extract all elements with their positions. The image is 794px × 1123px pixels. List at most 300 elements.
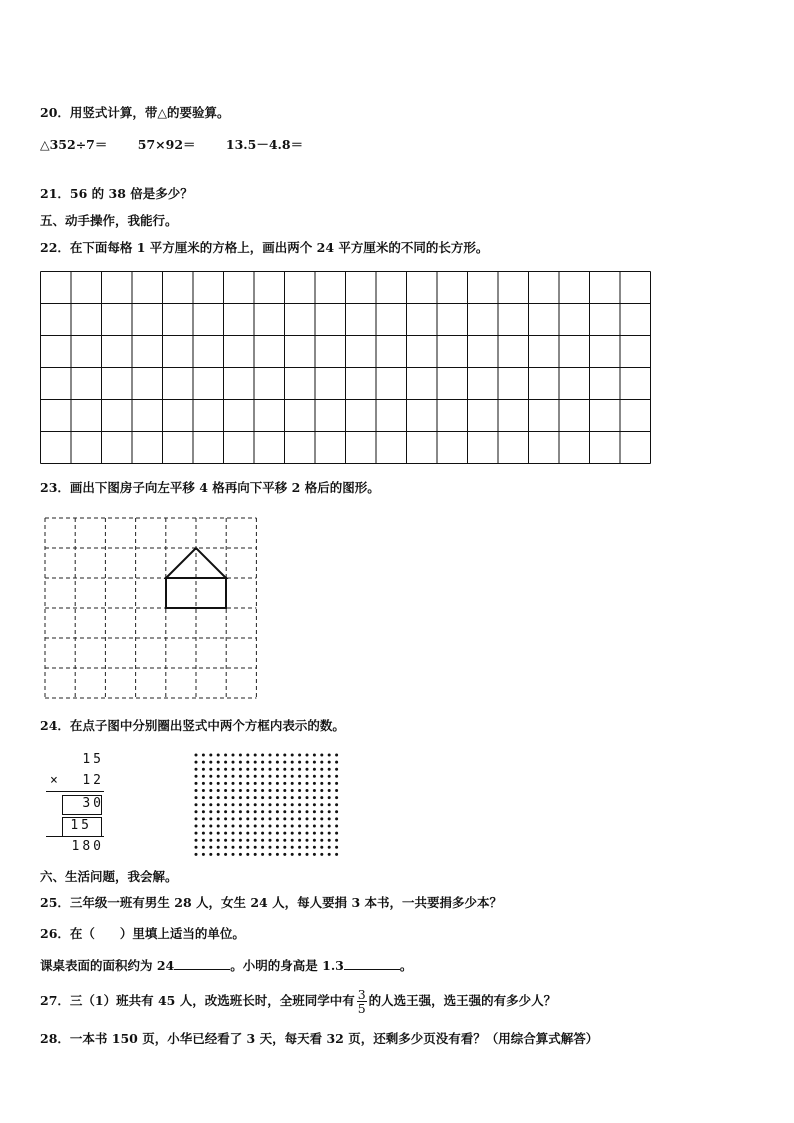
- dot: [269, 832, 272, 835]
- dot: [239, 796, 242, 799]
- dot: [246, 782, 249, 785]
- dot: [283, 817, 286, 820]
- dot: [202, 817, 205, 820]
- dot: [217, 782, 220, 785]
- rule-line-2: [46, 836, 104, 837]
- dot: [335, 803, 338, 806]
- dot: [320, 846, 323, 849]
- dot: [195, 817, 198, 820]
- dot: [239, 768, 242, 771]
- dot: [269, 846, 272, 849]
- dot: [313, 789, 316, 792]
- dot: [246, 789, 249, 792]
- dot: [328, 846, 331, 849]
- dot: [224, 754, 227, 757]
- dot: [276, 796, 279, 799]
- q22-title: 22．在下面每格 1 平方厘米的方格上，画出两个 24 平方厘米的不同的长方形。: [40, 240, 489, 255]
- dot: [269, 853, 272, 856]
- dot: [306, 853, 309, 856]
- dot: [306, 825, 309, 828]
- dot: [202, 754, 205, 757]
- dot: [224, 761, 227, 764]
- dot: [202, 761, 205, 764]
- q26-part2-suffix: 。: [399, 958, 413, 973]
- dot: [224, 796, 227, 799]
- dot: [217, 846, 220, 849]
- dot: [298, 817, 301, 820]
- dot: [209, 839, 212, 842]
- dot: [283, 846, 286, 849]
- dot: [224, 825, 227, 828]
- dashed-grid-q23: [44, 517, 259, 700]
- product-result: 180: [71, 839, 104, 854]
- dot: [276, 782, 279, 785]
- dot: [239, 810, 242, 813]
- dot: [269, 789, 272, 792]
- dot: [195, 775, 198, 778]
- dot: [306, 832, 309, 835]
- dot: [254, 789, 257, 792]
- q26-part1-prefix: 课桌表面的面积约为 24: [40, 958, 175, 973]
- dot: [209, 754, 212, 757]
- dot: [328, 768, 331, 771]
- dot: [224, 768, 227, 771]
- dot: [335, 810, 338, 813]
- dot: [298, 789, 301, 792]
- dot: [291, 768, 294, 771]
- dot: [232, 839, 235, 842]
- dot: [269, 796, 272, 799]
- dot: [269, 754, 272, 757]
- q26-title: 26．在（ ）里填上适当的单位。: [40, 926, 245, 941]
- dot: [195, 825, 198, 828]
- section5-title: 五、动手操作，我能行。: [40, 213, 178, 228]
- dot: [195, 761, 198, 764]
- dot: [217, 853, 220, 856]
- dot: [195, 782, 198, 785]
- dot: [320, 817, 323, 820]
- dot: [283, 825, 286, 828]
- dot: [195, 803, 198, 806]
- dot: [298, 768, 301, 771]
- dot: [239, 817, 242, 820]
- dot: [298, 803, 301, 806]
- dot: [291, 846, 294, 849]
- dot: [217, 789, 220, 792]
- dot: [246, 775, 249, 778]
- q25-title: 25．三年级一班有男生 28 人，女生 24 人，每人要捐 3 本书，一共要捐多少本？: [40, 895, 502, 910]
- dot: [328, 789, 331, 792]
- dot: [276, 789, 279, 792]
- dot: [276, 853, 279, 856]
- dot: [224, 803, 227, 806]
- dot: [335, 825, 338, 828]
- dot: [276, 754, 279, 757]
- dot: [276, 839, 279, 842]
- dot: [291, 825, 294, 828]
- dot: [269, 782, 272, 785]
- dot: [283, 796, 286, 799]
- dot: [202, 846, 205, 849]
- dot: [254, 839, 257, 842]
- dot: [246, 761, 249, 764]
- dot: [276, 810, 279, 813]
- dot: [239, 846, 242, 849]
- dot: [261, 796, 264, 799]
- dot: [254, 768, 257, 771]
- dot: [328, 754, 331, 757]
- dot: [291, 775, 294, 778]
- dot: [313, 761, 316, 764]
- dot: [298, 832, 301, 835]
- dot: [335, 761, 338, 764]
- dot: [328, 825, 331, 828]
- q28-title: 28．一本书 150 页，小华已经看了 3 天，每天看 32 页，还剩多少页没有看？（用综合算式解答）: [40, 1031, 599, 1046]
- dot: [232, 768, 235, 771]
- q20-calculations: [40, 137, 329, 153]
- q20-item-2: 57×92＝: [137, 137, 196, 152]
- dot: [224, 775, 227, 778]
- dot: [261, 832, 264, 835]
- dot: [306, 768, 309, 771]
- dot: [195, 754, 198, 757]
- dot: [283, 782, 286, 785]
- dot: [306, 789, 309, 792]
- dot: [298, 775, 301, 778]
- dot: [335, 796, 338, 799]
- dot: [276, 832, 279, 835]
- dot: [217, 832, 220, 835]
- q27-prefix: 27．三（1）班共有 45 人，改选班长时，全班同学中有: [40, 993, 355, 1008]
- dot: [195, 832, 198, 835]
- dot: [306, 796, 309, 799]
- dot: [209, 782, 212, 785]
- dot: [232, 810, 235, 813]
- dot: [291, 761, 294, 764]
- dot: [276, 761, 279, 764]
- dot: [328, 817, 331, 820]
- dot: [291, 839, 294, 842]
- dot: [246, 803, 249, 806]
- dot: [269, 817, 272, 820]
- dot: [202, 839, 205, 842]
- dot: [320, 782, 323, 785]
- dot: [306, 839, 309, 842]
- dot: [254, 754, 257, 757]
- multiplier: 12: [82, 773, 104, 788]
- dot: [320, 754, 323, 757]
- dot: [328, 832, 331, 835]
- dot: [239, 789, 242, 792]
- dot: [291, 803, 294, 806]
- dot: [328, 796, 331, 799]
- dot: [328, 853, 331, 856]
- dot: [239, 775, 242, 778]
- dot: [254, 803, 257, 806]
- dot: [246, 796, 249, 799]
- dot: [283, 853, 286, 856]
- dot: [209, 796, 212, 799]
- dot: [254, 796, 257, 799]
- dot: [232, 817, 235, 820]
- dot: [217, 775, 220, 778]
- dot: [276, 825, 279, 828]
- dot: [217, 810, 220, 813]
- dot-grid-q24: [193, 752, 343, 860]
- dot: [283, 810, 286, 813]
- dot: [298, 853, 301, 856]
- dot: [320, 796, 323, 799]
- dot: [313, 768, 316, 771]
- dot: [313, 810, 316, 813]
- q26-blanks: [40, 957, 412, 974]
- q24-title: 24．在点子图中分别圈出竖式中两个方框内表示的数。: [40, 718, 345, 733]
- dot: [246, 839, 249, 842]
- dot: [195, 853, 198, 856]
- q26-blank-1[interactable]: [174, 957, 230, 970]
- dot: [239, 825, 242, 828]
- dot: [269, 761, 272, 764]
- dot: [254, 832, 257, 835]
- dot: [283, 761, 286, 764]
- fraction-three-fifths: [357, 988, 367, 1015]
- dot: [232, 775, 235, 778]
- dot: [320, 839, 323, 842]
- dot: [254, 761, 257, 764]
- dot: [298, 825, 301, 828]
- dot: [217, 839, 220, 842]
- dot: [232, 825, 235, 828]
- dot: [320, 775, 323, 778]
- dot: [217, 754, 220, 757]
- q20-item-3: 13.5－4.8＝: [225, 137, 304, 152]
- dot: [335, 832, 338, 835]
- dot: [246, 825, 249, 828]
- dot: [283, 839, 286, 842]
- dot: [195, 789, 198, 792]
- dot: [261, 803, 264, 806]
- dot: [246, 846, 249, 849]
- dot: [283, 754, 286, 757]
- dot: [291, 789, 294, 792]
- dot: [232, 796, 235, 799]
- section6-title: 六、生活问题，我会解。: [40, 869, 178, 884]
- dot: [239, 803, 242, 806]
- q23-title: 23．画出下图房子向左平移 4 格再向下平移 2 格后的图形。: [40, 480, 380, 495]
- dot: [291, 853, 294, 856]
- dot: [313, 754, 316, 757]
- dot: [298, 782, 301, 785]
- dot: [195, 846, 198, 849]
- dot: [202, 825, 205, 828]
- dot: [283, 775, 286, 778]
- dot: [209, 832, 212, 835]
- dot: [254, 817, 257, 820]
- dot: [239, 761, 242, 764]
- dot: [313, 803, 316, 806]
- dot: [209, 789, 212, 792]
- dot: [261, 789, 264, 792]
- dot: [298, 761, 301, 764]
- dot: [298, 796, 301, 799]
- multiply-operator: ×: [50, 773, 58, 788]
- dot: [254, 825, 257, 828]
- dot: [306, 810, 309, 813]
- dot: [261, 768, 264, 771]
- dot: [224, 789, 227, 792]
- dot: [313, 853, 316, 856]
- dot: [335, 768, 338, 771]
- q27-suffix: 的人选王强，选王强的有多少人？: [368, 993, 557, 1008]
- dot: [313, 775, 316, 778]
- q21-title: 21．56 的 38 倍是多少？: [40, 186, 193, 201]
- dot: [254, 810, 257, 813]
- dot: [269, 775, 272, 778]
- dot: [313, 796, 316, 799]
- dot: [291, 796, 294, 799]
- q26-part2-prefix: 小明的身高是 1.3: [242, 958, 344, 973]
- dot: [202, 782, 205, 785]
- square-grid-q22: [40, 271, 651, 464]
- dot: [320, 803, 323, 806]
- dot: [328, 810, 331, 813]
- dot: [298, 839, 301, 842]
- dot: [335, 754, 338, 757]
- dot: [217, 825, 220, 828]
- dot: [306, 846, 309, 849]
- dot: [224, 810, 227, 813]
- dot: [306, 817, 309, 820]
- dot: [195, 810, 198, 813]
- dot: [202, 768, 205, 771]
- dot: [202, 775, 205, 778]
- dot: [328, 839, 331, 842]
- dot: [232, 846, 235, 849]
- dot: [209, 853, 212, 856]
- fraction-denominator: 5: [357, 1001, 366, 1016]
- dot: [261, 839, 264, 842]
- dot: [202, 789, 205, 792]
- dot: [261, 810, 264, 813]
- dot: [209, 825, 212, 828]
- dot: [232, 853, 235, 856]
- dot: [269, 810, 272, 813]
- dot: [269, 839, 272, 842]
- dot: [335, 817, 338, 820]
- dot: [335, 853, 338, 856]
- dot: [209, 817, 212, 820]
- dot: [254, 846, 257, 849]
- dot: [298, 810, 301, 813]
- dot: [232, 761, 235, 764]
- dot: [254, 775, 257, 778]
- dot: [335, 782, 338, 785]
- dot: [232, 789, 235, 792]
- dot: [246, 810, 249, 813]
- dot: [217, 761, 220, 764]
- dot: [283, 789, 286, 792]
- dot: [291, 817, 294, 820]
- dot: [261, 846, 264, 849]
- partial-product-2: 15: [70, 818, 92, 833]
- dot: [276, 817, 279, 820]
- dot: [261, 775, 264, 778]
- partial-product-1: 30: [82, 796, 104, 811]
- dot: [306, 754, 309, 757]
- dot: [283, 803, 286, 806]
- dot: [246, 853, 249, 856]
- dot: [195, 796, 198, 799]
- q26-blank-2[interactable]: [344, 957, 400, 970]
- dot: [306, 761, 309, 764]
- dot: [246, 817, 249, 820]
- dot: [313, 825, 316, 828]
- dot: [328, 775, 331, 778]
- dot: [328, 782, 331, 785]
- dot: [209, 761, 212, 764]
- dot: [313, 832, 316, 835]
- dot: [209, 775, 212, 778]
- dot: [224, 846, 227, 849]
- dot: [261, 761, 264, 764]
- dot: [202, 803, 205, 806]
- dot: [320, 853, 323, 856]
- dot: [276, 768, 279, 771]
- dot: [298, 754, 301, 757]
- dot: [283, 768, 286, 771]
- dot: [269, 768, 272, 771]
- dot: [328, 761, 331, 764]
- dot: [261, 853, 264, 856]
- q20-item-1: △352÷7＝: [40, 137, 108, 152]
- dot: [283, 832, 286, 835]
- dot: [217, 817, 220, 820]
- dot: [217, 796, 220, 799]
- fraction-numerator: 3: [357, 987, 366, 1002]
- dot: [335, 839, 338, 842]
- dot: [335, 789, 338, 792]
- dot: [246, 768, 249, 771]
- dot: [224, 853, 227, 856]
- dot: [320, 761, 323, 764]
- dot: [232, 803, 235, 806]
- dot: [306, 775, 309, 778]
- dot: [291, 810, 294, 813]
- dot: [224, 817, 227, 820]
- dot: [261, 817, 264, 820]
- dot: [276, 803, 279, 806]
- dot: [269, 825, 272, 828]
- dot: [335, 846, 338, 849]
- dot: [217, 768, 220, 771]
- dot: [239, 839, 242, 842]
- dot: [335, 775, 338, 778]
- dot: [328, 803, 331, 806]
- vertical-multiplication: [44, 750, 124, 860]
- dot: [320, 789, 323, 792]
- dot: [291, 754, 294, 757]
- rule-line-1: [46, 791, 104, 792]
- dot: [291, 832, 294, 835]
- dot: [261, 825, 264, 828]
- dot: [202, 796, 205, 799]
- dot: [254, 782, 257, 785]
- dot: [209, 803, 212, 806]
- dot: [254, 853, 257, 856]
- dot: [209, 810, 212, 813]
- dot: [269, 803, 272, 806]
- dot: [224, 782, 227, 785]
